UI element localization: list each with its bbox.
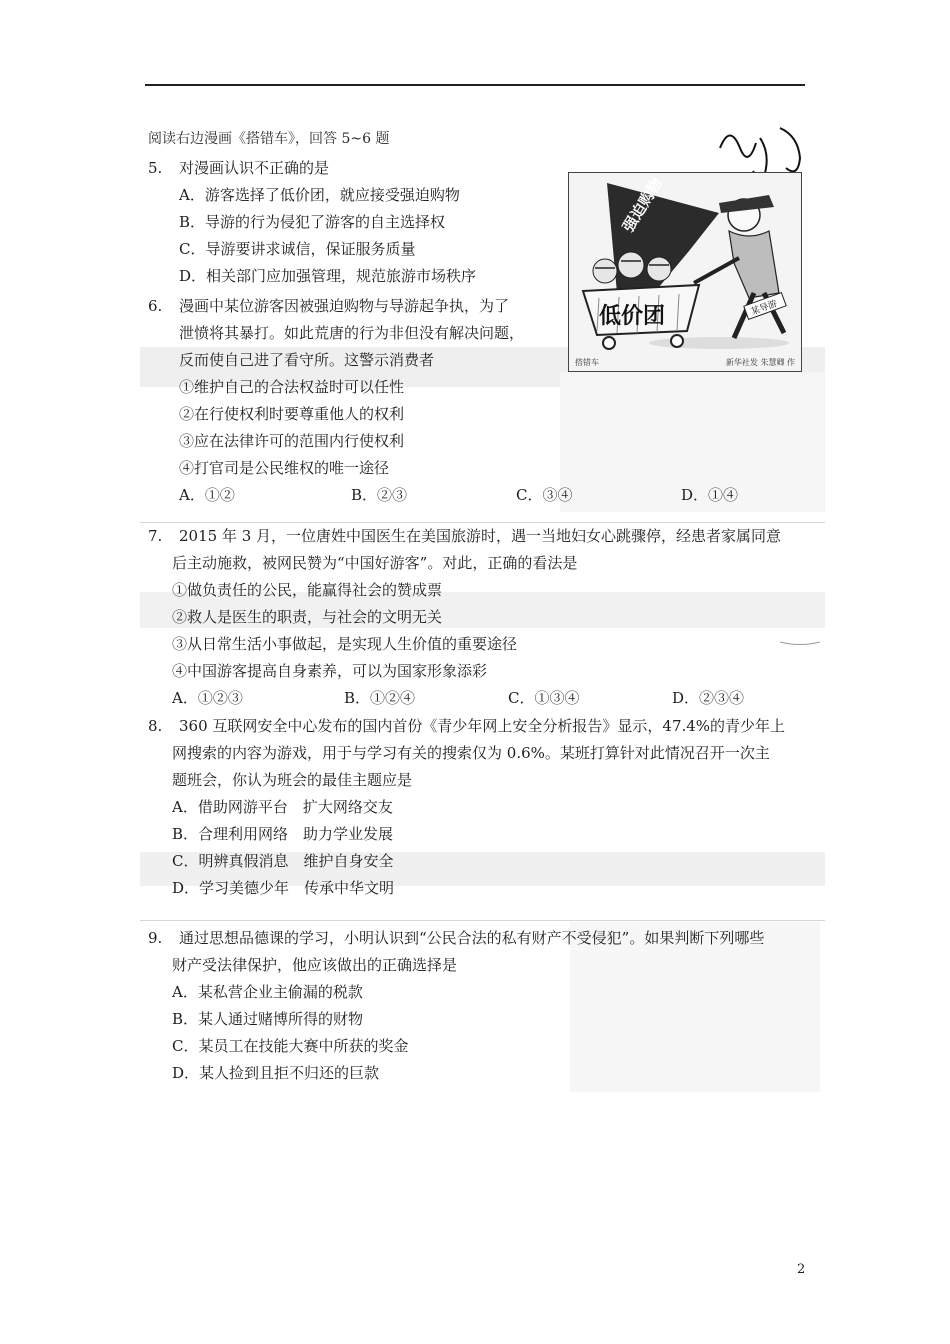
question-number: 5. bbox=[148, 159, 163, 177]
choice-a: A．①② bbox=[179, 486, 235, 504]
question-number: 6. bbox=[148, 297, 163, 315]
reading-instruction: 阅读右边漫画《搭错车》，回答 5~6 题 bbox=[148, 131, 390, 147]
choices-row bbox=[148, 482, 738, 509]
choice-c: C．③④ bbox=[516, 486, 573, 504]
question-stem-line-1: 2015 年 3 月，一位唐姓中国医生在美国旅游时，遇一当地妇女心跳骤停，经患者家属同意 bbox=[179, 527, 782, 545]
question-stem-line-3: 反而使自己进了看守所。这警示消费者 bbox=[179, 351, 435, 369]
choice-d: D．②③④ bbox=[672, 689, 745, 707]
statement-4: ④打官司是公民维权的唯一途径 bbox=[179, 459, 390, 477]
question-stem-line-2: 后主动施救，被网民赞为“中国好游客”。对此，正确的看法是 bbox=[172, 554, 578, 572]
question-stem-line-1: 360 互联网安全中心发布的国内首份《青少年网上安全分析报告》显示，47.4%的青少年上 bbox=[179, 717, 786, 735]
statement-2: ②在行使权利时要尊重他人的权利 bbox=[179, 405, 405, 423]
choice-c: C．①③④ bbox=[508, 689, 580, 707]
divider bbox=[140, 920, 825, 921]
option-a: A．借助网游平台 扩大网络交友 bbox=[172, 798, 393, 816]
question-stem-line-1: 漫画中某位游客因被强迫购物与导游起争执，为了 bbox=[179, 297, 510, 315]
cartoon-title: 搭错车 bbox=[575, 358, 599, 367]
statement-3: ③从日常生活小事做起，是实现人生价值的重要途径 bbox=[172, 635, 518, 653]
option-c: C．导游要讲求诚信，保证服务质量 bbox=[179, 240, 416, 258]
question-stem-line-2: 网搜索的内容为游戏，用于与学习有关的搜索仅为 0.6%。某班打算针对此情况召开一次主 bbox=[172, 744, 770, 762]
option-a: A．某私营企业主偷漏的税款 bbox=[172, 983, 363, 1001]
guide-tag-text: 某导游 bbox=[749, 299, 779, 318]
cartoon-credit: 新华社发 朱慧卿 作 bbox=[725, 358, 795, 367]
question-stem-line-1: 通过思想品德课的学习，小明认识到“公民合法的私有财产不受侵犯”。如果判断下列哪些 bbox=[179, 929, 765, 947]
page-number: 2 bbox=[797, 1262, 806, 1277]
question-9 bbox=[148, 925, 764, 1087]
question-7 bbox=[148, 523, 781, 712]
choices-row bbox=[148, 685, 781, 712]
statement-1: ①做负责任的公民，能赢得社会的赞成票 bbox=[172, 581, 443, 599]
option-b: B．合理利用网络 助力学业发展 bbox=[172, 825, 394, 843]
question-number: 7. bbox=[148, 527, 163, 545]
choice-b: B．②③ bbox=[351, 486, 408, 504]
question-8 bbox=[148, 713, 785, 902]
question-stem: 对漫画认识不正确的是 bbox=[179, 159, 330, 177]
option-d: D．相关部门应加强管理，规范旅游市场秩序 bbox=[179, 267, 477, 285]
question-stem-line-2: 泄愤将其暴打。如此荒唐的行为非但没有解决问题， bbox=[179, 324, 525, 342]
option-b: B．某人通过赌博所得的财物 bbox=[172, 1010, 364, 1028]
option-b: B．导游的行为侵犯了游客的自主选择权 bbox=[179, 213, 446, 231]
statement-3: ③应在法律许可的范围内行使权利 bbox=[179, 432, 405, 450]
statement-4: ④中国游客提高自身素养，可以为国家形象添彩 bbox=[172, 662, 488, 680]
question-stem-line-3: 题班会，你认为班会的最佳主题应是 bbox=[172, 771, 413, 789]
option-d: D．学习美德少年 传承中华文明 bbox=[172, 879, 395, 897]
option-c: C．明辨真假消息 维护自身安全 bbox=[172, 852, 394, 870]
question-5 bbox=[148, 155, 476, 290]
option-a: A．游客选择了低价团，就应接受强迫购物 bbox=[179, 186, 460, 204]
choice-a: A．①②③ bbox=[172, 689, 243, 707]
question-number: 8. bbox=[148, 717, 163, 735]
header-rule bbox=[145, 84, 805, 86]
question-number: 9. bbox=[148, 929, 163, 947]
question-6 bbox=[148, 293, 738, 509]
statement-1: ①维护自己的合法权益时可以任性 bbox=[179, 378, 405, 396]
statement-2: ②救人是医生的职责，与社会的文明无关 bbox=[172, 608, 443, 626]
option-c: C．某员工在技能大赛中所获的奖金 bbox=[172, 1037, 409, 1055]
question-stem-line-2: 财产受法律保护，他应该做出的正确选择是 bbox=[172, 956, 458, 974]
cartoon-banner-text: 强迫购物 bbox=[619, 174, 667, 236]
option-d: D．某人捡到且拒不归还的巨款 bbox=[172, 1064, 380, 1082]
cart-label: 低价团 bbox=[599, 304, 666, 329]
choice-b: B．①②④ bbox=[344, 689, 416, 707]
choice-d: D．①④ bbox=[681, 486, 739, 504]
